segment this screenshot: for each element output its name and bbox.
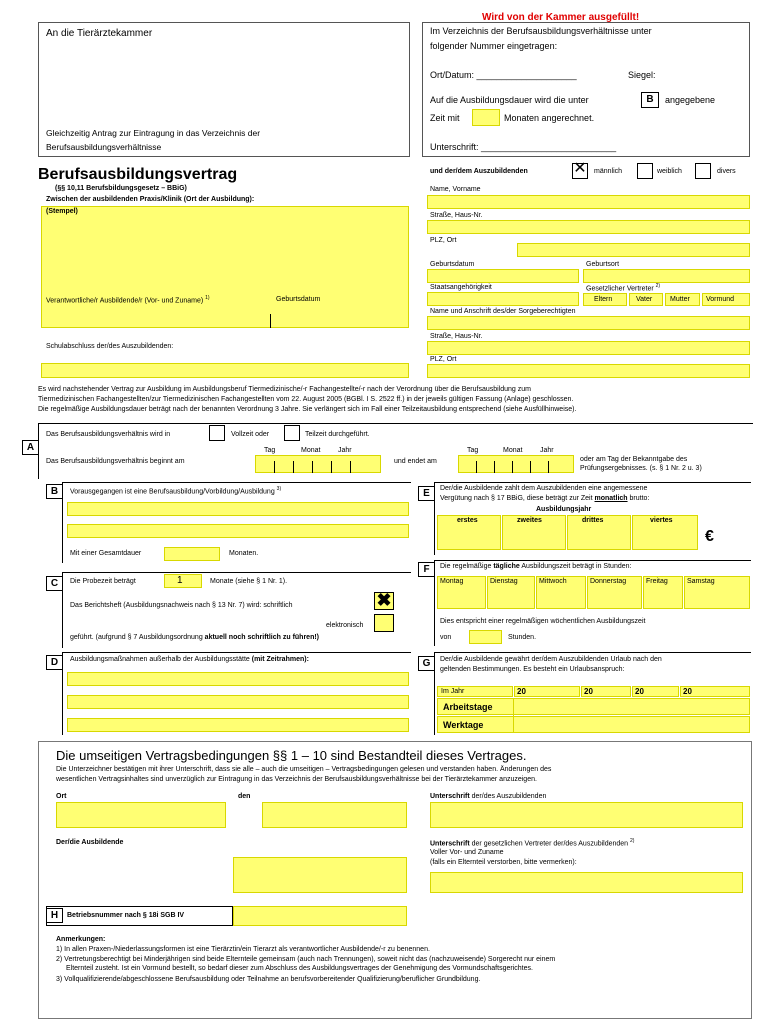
d-field-3[interactable] (67, 718, 409, 732)
checkbox-weiblich[interactable] (637, 163, 653, 179)
b-field-2[interactable] (67, 524, 409, 538)
betriebsnummer-label: Betriebsnummer nach § 18i SGB IV (67, 912, 185, 919)
contract-title: Berufsausbildungsvertrag (38, 166, 238, 183)
vertreter-vormund[interactable]: Vormund (702, 293, 750, 306)
woechentlich-label: Dies entspricht einer regelmäßigen wöchentlichen Ausbildungszeit (440, 618, 646, 625)
azubi-strasse-label: Straße, Haus-Nr. (430, 212, 483, 219)
unterschrift-azubi-field[interactable] (430, 802, 743, 828)
azubi-geburtsdatum-label: Geburtsdatum (430, 261, 475, 268)
von-label: von (440, 634, 452, 641)
azubi-geburtsdatum-field[interactable] (427, 269, 579, 283)
g-line1: Der/die Ausbildende gewährt der/dem Auszubildenden Urlaub nach den (440, 656, 662, 663)
date-tick (293, 461, 294, 473)
praxis-stempel-field[interactable] (41, 206, 409, 328)
checkbox-divers[interactable] (695, 163, 711, 179)
verguetung-erstes[interactable]: erstes (437, 515, 501, 550)
sorg-plz-field[interactable] (427, 364, 750, 378)
date-tick (494, 461, 495, 473)
siegel: Siegel: (628, 70, 656, 80)
date-tick (476, 461, 477, 473)
teilzeit-label: Teilzeit durchgeführt. (305, 431, 370, 438)
stunden-label: Stunden. (508, 634, 537, 641)
staatsangehoerigkeit-field[interactable] (427, 292, 579, 306)
weiblich-label: weiblich (657, 168, 682, 175)
oder-line2: Prüfungsergebnisses. (s. § 1 Nr. 2 u. 3) (580, 465, 702, 472)
zeit-mit: Zeit mit (430, 113, 460, 123)
date-tick (331, 461, 332, 473)
sorg-strasse-label: Straße, Haus-Nr. (430, 333, 483, 340)
oder-line1: oder am Tag der Bekanntgabe des (580, 456, 688, 463)
verzeichnis-line1: Im Verzeichnis der Berufsausbildungsverhältnisse unter (430, 26, 652, 36)
stunden-montag[interactable]: Montag (437, 576, 486, 609)
azubi-name-label: Name, Vorname (430, 186, 481, 193)
section-e-letter: E (418, 486, 435, 501)
date-tick (512, 461, 513, 473)
sorgeberechtigte-label: Name und Anschrift des/der Sorgeberechtigten (430, 308, 576, 315)
date-tick (312, 461, 313, 473)
zwischen-label: Zwischen der ausbildenden Praxis/Klinik (Ort der Ausbildung): (46, 196, 255, 203)
vertreter-eltern[interactable]: Eltern (583, 293, 627, 306)
ende-jahr-label: Jahr (540, 447, 554, 454)
anmerkung-1: 1) In allen Praxen-/Niederlassungsformen ist eine Tierärztin/ein Tierarzt als verantwortlicher Ausbildende/-r zu benennen. (56, 946, 430, 953)
stempel-label: (Stempel) (46, 208, 78, 215)
vertreter-mutter[interactable]: Mutter (665, 293, 700, 306)
section-f-letter: F (418, 562, 435, 577)
vollzeit-label: Vollzeit oder (231, 431, 270, 438)
urlaub-year-1[interactable]: 20 (514, 686, 580, 697)
date-tick (350, 461, 351, 473)
divider (270, 314, 271, 328)
stunden-donnerstag[interactable]: Donnerstag (587, 576, 642, 609)
sorg-strasse-field[interactable] (427, 341, 750, 355)
section-c-letter: C (46, 576, 63, 591)
azubi-geburtsort-field[interactable] (583, 269, 750, 283)
den-label: den (238, 793, 251, 800)
euro-icon: € (705, 528, 714, 545)
x-mark-icon: ✕ (573, 160, 587, 177)
f-text: Die regelmäßige tägliche Ausbildungszeit beträgt in Stunden: (440, 563, 632, 570)
beginn-monat-label: Monat (301, 447, 321, 454)
beginn-tag-label: Tag (264, 447, 276, 454)
verguetung-zweites[interactable]: zweites (502, 515, 566, 550)
divers-label: divers (717, 168, 736, 175)
betriebsnummer-field[interactable] (233, 906, 407, 926)
probezeit-label: Die Probezeit beträgt (70, 578, 136, 585)
azubi-geburtsort-label: Geburtsort (586, 261, 620, 268)
und-der-azubi: und der/dem Auszubildenden (430, 168, 528, 175)
intro-line3: Die regelmäßige Ausbildungsdauer beträgt nach der benannten Verordnung 3 Jahre. Sie verlängert sich im Fall einer Teilzeitausbildung entsprechend (siehe Ausfüllhinweise). (38, 406, 577, 413)
vertreter-sig-l2: Voller Vor- und Zuname (430, 849, 504, 856)
den-field[interactable] (262, 802, 407, 828)
date-tick (274, 461, 275, 473)
stunden-dienstag[interactable]: Dienstag (487, 576, 535, 609)
dauer-letter-b: B (641, 92, 659, 108)
g-line2: geltenden Bestimmungen. Es besteht ein Urlaubsanspruch: (440, 666, 625, 673)
bottom-p1: Die Unterzeichner bestätigen mit ihrer Unterschrift, dass sie alle – auch die umseitigen – Vertragsbedingungen gelesen und verstanden haben. Änderungen des (56, 766, 552, 773)
verantwortlich-label: Verantwortliche/r Ausbildende/r (Vor- und Zuname) $^{1)}$ (46, 295, 210, 305)
ort-field[interactable] (56, 802, 226, 828)
ausbildende-sig-field[interactable] (233, 857, 407, 893)
werktage-row[interactable]: Werktage (437, 716, 750, 733)
vertreter-label: Gesetzlicher Vertreter $^{2)}$ (586, 283, 661, 293)
b-text: Vorausgegangen ist eine Berufsausbildung/Vorbildung/Ausbildung $^{3)}$ (70, 486, 282, 496)
urlaub-year-4[interactable]: 20 (680, 686, 750, 697)
ende-tag-label: Tag (467, 447, 479, 454)
beginn-jahr-label: Jahr (338, 447, 352, 454)
d-field-2[interactable] (67, 695, 409, 709)
stunden-freitag[interactable]: Freitag (643, 576, 683, 609)
verzeichnis-line2: folgender Nummer eingetragen: (430, 41, 558, 51)
unterschrift-azubi-label: Unterschrift der/des Auszubildenden (430, 793, 547, 800)
sorg-plz-label: PLZ, Ort (430, 356, 457, 363)
b-field-1[interactable] (67, 502, 409, 516)
azubi-plz-label: PLZ, Ort (430, 237, 457, 244)
divider (513, 698, 514, 733)
gesamtdauer-label: Mit einer Gesamtdauer (70, 550, 142, 557)
contract-subtitle: (§§ 10,11 Berufsbildungsgesetz – BBiG) (55, 185, 187, 192)
vertreter-vater[interactable]: Vater (629, 293, 663, 306)
probezeit-field[interactable]: 1 (164, 574, 202, 588)
section-b-letter: B (46, 484, 63, 499)
azubi-name-field[interactable] (427, 195, 750, 209)
sorgeberechtigte-field[interactable] (427, 316, 750, 330)
ort-label: Ort (56, 793, 67, 800)
verguetung-viertes[interactable]: viertes (632, 515, 698, 550)
section-a-letter: A (22, 440, 39, 455)
checked-x-icon: ✖ (376, 590, 392, 610)
checkbox-vollzeit[interactable] (209, 425, 225, 441)
stunden-mittwoch[interactable]: Mittwoch (536, 576, 586, 609)
staatsangehoerigkeit-label: Staatsangehörigkeit (430, 284, 492, 291)
e-line1: Der/die Ausbildende zahlt dem Auszubildenden eine angemessene (440, 485, 648, 492)
urlaub-year-2[interactable]: 20 (581, 686, 631, 697)
d-field-1[interactable] (67, 672, 409, 686)
date-tick (530, 461, 531, 473)
checkbox-elektronisch[interactable] (374, 614, 394, 632)
ausbildende-geburtsdatum-label: Geburtsdatum (276, 296, 321, 303)
azubi-strasse-field[interactable] (427, 220, 750, 234)
stunden-samstag[interactable]: Samstag (684, 576, 750, 609)
bottom-p2: wesentlichen Vertragsinhaltes sind unverzüglich zur Eintragung in das Verzeichnis der Berufsausbildungsverhältnisse bei der Tierärztekammer anzuzeigen. (56, 776, 537, 783)
endet-label: und endet am (394, 458, 437, 465)
anmerkung-2b: Elternteil zusteht. Ist ein Vormund bestellt, so bedarf dieser zum Abschluss des Ausbildungsvertrages der Genehmigung des Vormundschaftsgerichtes. (66, 965, 533, 972)
maennlich-label: männlich (594, 168, 623, 175)
section-h-letter: H (46, 908, 63, 923)
arbeitstage-row[interactable]: Arbeitstage (437, 698, 750, 715)
vertreter-sig-field[interactable] (430, 872, 743, 893)
ende-monat-label: Monat (503, 447, 523, 454)
verguetung-drittes[interactable]: drittes (567, 515, 631, 550)
vertreter-sig-label: Unterschrift der gesetzlichen Vertreter der/des Auszubildenden $^{2)}$ (430, 838, 635, 848)
beginnt-label: Das Berufsausbildungsverhältnis beginnt am (46, 458, 185, 465)
wird-in-label: Das Berufsausbildungsverhältnis wird in (46, 431, 171, 438)
d-text: Ausbildungsmaßnahmen außerhalb der Ausbildungsstätte (mit Zeitrahmen): (70, 656, 309, 663)
urlaub-im-jahr[interactable]: Im Jahr (437, 686, 513, 697)
schulabschluss-field[interactable] (41, 363, 409, 378)
anmerkungen-title: Anmerkungen: (56, 936, 106, 943)
dauer-suffix: angegebene (665, 95, 716, 105)
gesamtdauer-monaten: Monaten. (229, 550, 259, 557)
urlaub-year-3[interactable]: 20 (632, 686, 679, 697)
checkbox-teilzeit[interactable] (284, 425, 300, 441)
schulabschluss-label: Schulabschluss der/des Auszubildenden: (46, 343, 174, 350)
ort-datum: Ort/Datum: ____________________ (430, 70, 577, 80)
unterschrift-line: Unterschrift: ___________________________ (430, 142, 617, 152)
probezeit-monate: Monate (siehe § 1 Nr. 1). (210, 578, 288, 585)
address-text: An die Tierärztekammer (46, 28, 153, 39)
anmerkung-2a: 2) Vertretungsberechtigt bei Minderjährigen sind beide Elternteile gemeinsam (auch nach Trennungen), soweit nicht das (nachzuweisende) Sorgerecht nur einem (56, 956, 556, 963)
date-tick (548, 461, 549, 473)
section-d-letter: D (46, 655, 63, 670)
gefuehrt-label: geführt. (aufgrund § 7 Ausbildungsordnung aktuell noch schriftlich zu führen!) (70, 634, 320, 641)
kammer-note: Wird von der Kammer ausgefüllt! (482, 12, 640, 23)
berichtsheft-label: Das Berichtsheft (Ausbildungsnachweis nach § 13 Nr. 7) wird: schriftlich (70, 602, 293, 609)
woechentlich-field[interactable] (469, 630, 502, 644)
ausbildungsjahr-header: Ausbildungsjahr (536, 506, 592, 513)
zeit-monate-field[interactable] (472, 109, 500, 126)
vertreter-sig-l3: (falls ein Elternteil verstorben, bitte vermerken): (430, 859, 577, 866)
ausbildende-sig-label: Der/die Ausbildende (56, 839, 124, 846)
gesamtdauer-field[interactable] (164, 547, 220, 561)
azubi-plz-field[interactable] (517, 243, 750, 257)
intro-line1: Es wird nachstehender Vertrag zur Ausbildung im Ausbildungsberuf Tiermedizinische/-r Fachangestellte/-r nach der Verordnung über die Berufsausbildung zum (38, 386, 531, 393)
intro-line2: Tiermedizinischen Fachangestellten/zur Tiermedizinischen Fachangestellten vom 22. August 2005 (BGBl. I S. 2522 ff.) in der jeweils gültigen Fassung (Anlage) geschlossen. (38, 396, 574, 403)
monaten-angerechnet: Monaten angerechnet. (504, 113, 595, 123)
elektronisch-label: elektronisch (326, 622, 364, 629)
e-line2: Vergütung nach § 17 BBiG, diese beträgt zur Zeit monatlich brutto: (440, 495, 650, 502)
section-g-letter: G (418, 656, 435, 671)
antrag-text: Gleichzeitig Antrag zur Eintragung in das Verzeichnis der Berufsausbildungsverhältnisse (46, 128, 261, 152)
vertrag-heading: Die umseitigen Vertragsbedingungen §§ 1 – 10 sind Bestandteil dieses Vertrages. (56, 748, 527, 763)
anmerkung-3: 3) Vollqualifizierende/abgeschlossene Berufsausbildung oder Teilnahme an berufsvorbereitender Qualifizierung/beruflicher Grundbildung. (56, 976, 481, 983)
dauer-prefix: Auf die Ausbildungsdauer wird die unter (430, 95, 589, 105)
